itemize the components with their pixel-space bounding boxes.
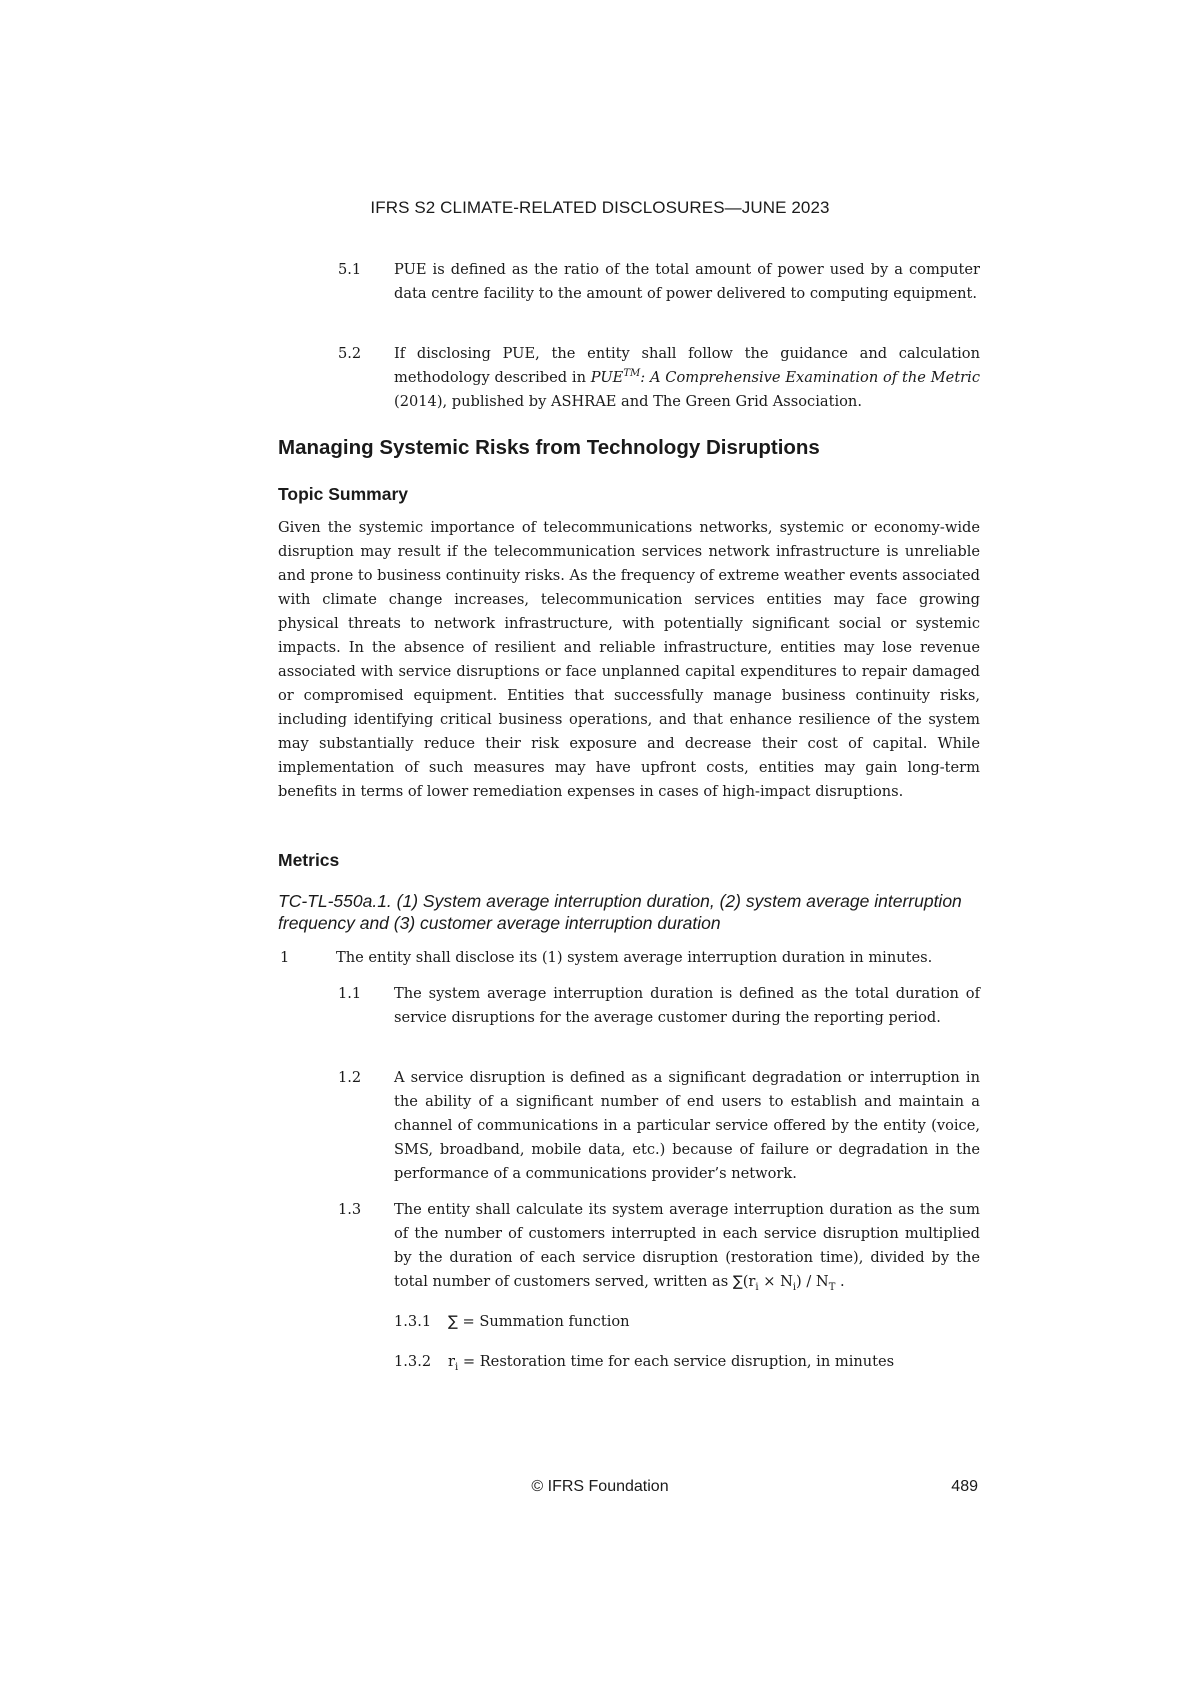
page-header: IFRS S2 CLIMATE-RELATED DISCLOSURES—JUNE 2023 xyxy=(370,198,830,217)
text-segment: (2014), published by ASHRAE and The Green Grid Association. xyxy=(394,393,862,410)
item-number: 1.3.2 xyxy=(394,1353,432,1370)
cited-title: PUE™: A Comprehensive Examination of the Metric xyxy=(590,368,980,386)
sigma-symbol: ∑ xyxy=(448,1313,458,1330)
item-number: 1 xyxy=(280,949,290,966)
metric-title: TC-TL-550a.1. (1) System average interruption duration, (2) system average interruption frequency and (3) customer average interruption duration xyxy=(278,891,962,933)
text-segment: If disclosing PUE, the entity shall follow the guidance and calculation methodology described in xyxy=(394,345,980,386)
metric-item-1: The entity shall disclose its (1) system average interruption duration in minutes. xyxy=(336,949,933,966)
item-number: 1.1 xyxy=(338,985,362,1002)
metric-item-1-3-2: $r_i$ = Restoration time for each service disruption, in minutes xyxy=(448,1353,895,1373)
metrics-heading: Metrics xyxy=(278,850,340,870)
page-number: 489 xyxy=(951,1478,978,1495)
paragraph-5-1: PUE is defined as the ratio of the total amount of power used by a computer data centre facility to the amount of power delivered to computing equipment. xyxy=(394,261,980,302)
footer-copyright: © IFRS Foundation xyxy=(531,1478,669,1495)
topic-summary-heading: Topic Summary xyxy=(278,484,408,504)
paragraph-5-2 xyxy=(394,342,980,414)
metric-item-1-3-1: ∑ = Summation function xyxy=(448,1313,630,1330)
metric-item-1-3: The entity shall calculate its system average interruption duration as the sum of the number of customers interrupted in each service disruption multiplied by the duration of each service disruption (restoration time), divided by the total number of customers served, written as $\sum(r_i \times N_i) / N_T$ . xyxy=(394,1201,980,1293)
topic-summary-text: Given the systemic importance of telecommunications networks, systemic or economy-wide disruption may result if the telecommunication services network infrastructure is unreliable and prone to business continuity risks. As the frequency of extreme weather events associated with climate change increases, telecommunication services entities may face growing physical threats to network infrastructure, with potentially significant social or systemic impacts. In the absence of resilient and reliable infrastructure, entities may lose revenue associated with service disruptions or face unplanned capital expenditures to repair damaged or compromised equipment. Entities that successfully manage business continuity risks, including identifying critical business operations, and that enhance resilience of the system may substantially reduce their risk exposure and decrease their cost of capital. While implementation of such measures may have upfront costs, entities may gain long-term benefits in terms of lower remediation expenses in cases of high-impact disruptions. xyxy=(278,519,980,800)
item-number: 1.3.1 xyxy=(394,1313,432,1330)
item-number: 1.2 xyxy=(338,1069,362,1086)
metric-item-1-1: The system average interruption duration is defined as the total duration of service disruptions for the average customer during the reporting period. xyxy=(394,985,980,1026)
item-number: 5.2 xyxy=(338,345,362,362)
section-title: Managing Systemic Risks from Technology Disruptions xyxy=(278,436,820,459)
item-number: 5.1 xyxy=(338,261,362,278)
metric-item-1-2: A service disruption is defined as a significant degradation or interruption in the ability of a significant number of end users to establish and maintain a channel of communications in a particular service offered by the entity (voice, SMS, broadband, mobile data, etc.) because of failure or degradation in the performance of a communications provider’s network. xyxy=(394,1069,980,1182)
sigma-symbol: ∑ xyxy=(732,1273,743,1290)
item-number: 1.3 xyxy=(338,1201,362,1218)
